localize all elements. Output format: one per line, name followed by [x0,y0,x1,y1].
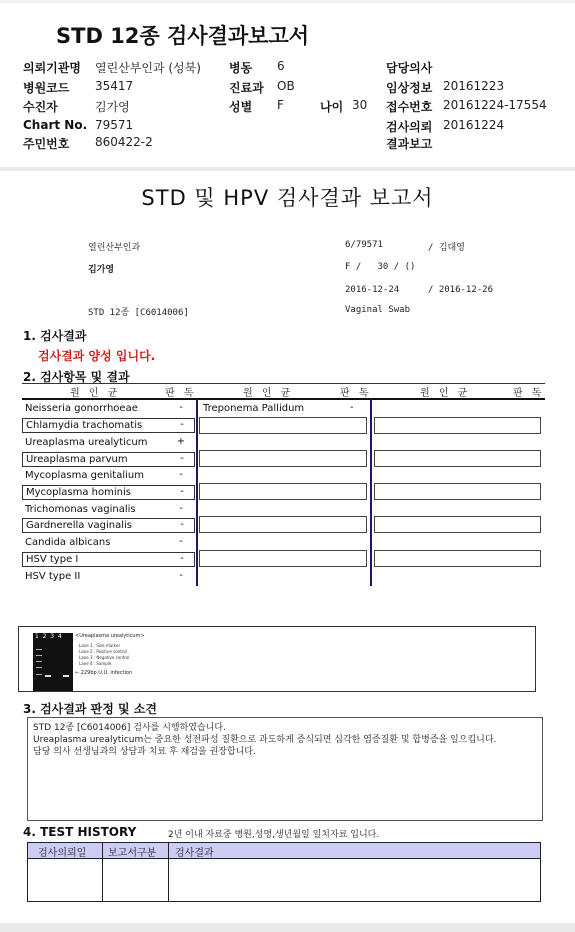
comment-line: STD 12종 [C6014006] 검사를 시행하였습니다. [33,723,226,733]
empty-row-box [199,483,367,500]
empty-row-box [374,450,541,467]
col-result: 판 독 [165,388,197,399]
field-value: 6 [277,59,285,73]
field-label: 병동 [229,61,253,75]
gel-ladder-band [36,667,42,668]
history-table [27,842,541,902]
gel-legend-line: Lane 2 : Positive control [79,649,127,654]
gel-organism: <Ureaplasma urealyticum> [75,633,145,639]
empty-row-box [199,550,367,567]
field-label: 수진자 [23,100,58,114]
field-value: 860422-2 [95,135,153,149]
field-value: 20161223 [443,79,505,93]
field-value: 79571 [95,118,134,132]
field-value: 20161224-17554 [443,98,547,112]
pathogen-result: - [180,453,184,464]
pathogen-name: Mycoplasma hominis [26,487,131,498]
history-col-type: 보고서구분 [108,848,157,859]
field-label: 주민번호 [23,137,70,151]
field-label: 병원코드 [23,81,70,95]
col-result: 판 독 [340,388,372,399]
pathogen-result: - [350,402,354,413]
col-result: 판 독 [513,388,545,399]
field-label: 성별 [229,100,253,114]
overall-result: 검사결과 양성 입니다. [38,349,156,363]
history-table-header [28,843,540,859]
pathogen-result: - [180,419,184,430]
pathogen-result: - [180,486,184,497]
field-label: 검사의뢰 [386,120,433,134]
column-divider [196,399,198,586]
pathogen-name: Gardnerella vaginalis [26,520,132,531]
field-label: 나이 [320,100,344,114]
field-value: 35417 [95,79,134,93]
page-title: STD 12종 검사결과보고서 [56,24,310,48]
table-row [22,518,195,533]
field-label: 의뢰기관명 [23,61,81,75]
history-col-result: 검사결과 [175,848,214,859]
pathogen-result: - [179,402,183,413]
field-label: 담당의사 [386,61,433,75]
table-row [22,552,195,567]
pathogen-name: Candida albicans [25,537,111,548]
pathogen-result: - [179,503,183,514]
table-row [22,452,195,467]
table-row [22,402,195,417]
field-label: 임상정보 [386,81,433,95]
pathogen-name: Neisseria gonorrhoeae [25,403,138,414]
table-row [22,536,195,551]
pathogen-name: Chlamydia trachomatis [26,420,143,431]
chart-number: 6/79571 [345,240,383,250]
history-divider [168,843,169,901]
receive-date: 2016-12-24 [345,285,400,295]
gel-image-panel [18,626,536,692]
gel-ladder-band [36,674,42,675]
table-row [22,469,195,484]
gel-positive-band [45,675,51,677]
pathogen-result: + [176,436,186,447]
history-note: 2년 이내 자료중 병원,성명,생년월일 일치자료 입니다. [168,830,380,840]
field-value: 30 [352,98,368,112]
pathogen-name: HSV type I [26,554,79,565]
table-row [22,503,195,518]
gel-electrophoresis-image [33,633,73,691]
table-row [22,485,195,500]
field-label: 결과보고 [386,137,433,151]
pathogen-result: - [180,519,184,530]
pathogen-result: - [179,570,183,581]
patient-name: 김가영 [88,265,115,275]
empty-row-box [199,516,367,533]
empty-row-box [374,483,541,500]
pathogen-name: Ureaplasma parvum [26,454,128,465]
pathogen-name: Ureaplasma urealyticum [25,437,148,448]
col-pathogen: 원 인 균 [243,388,294,399]
clinic-name: 열린산부인과 [88,243,141,253]
specimen: Vaginal Swab [345,305,411,315]
pathogen-result: - [179,536,183,547]
doctor-name: / 김대영 [428,243,465,253]
gel-legend-line: Lane 1 : Size marker [79,643,121,648]
col-pathogen: 원 인 균 [70,388,121,399]
field-label: Chart No. [23,118,88,132]
table-row [22,570,195,585]
gel-sample-band [63,675,69,677]
field-value: 20161224 [443,118,505,132]
comment-line: Ureaplasma urealyticum는 중요한 성전파성 질환으로 과도하게 증식되면 심각한 염증질환 및 합병증을 일으킵니다. [33,735,497,745]
field-value: 김가영 [95,100,130,114]
pathogen-name: HSV type II [25,571,81,582]
col-pathogen: 원 인 균 [420,388,471,399]
pathogen-result: - [180,553,184,564]
pathogen-name: Treponema Pallidum [203,403,305,414]
report-title: STD 및 HPV 검사결과 보고서 [141,186,434,210]
section4-title: 4. TEST HISTORY [23,825,137,839]
section1-title: 1. 검사결과 [23,329,87,343]
gel-ladder-band [36,661,42,662]
comment-box [27,717,543,821]
field-value: 열린산부인과 (성북) [95,61,201,75]
field-label: 접수번호 [386,100,433,114]
report-date: / 2016-12-26 [428,285,494,295]
column-divider [370,399,372,586]
pathogen-name: Trichomonas vaginalis [25,504,136,515]
gel-legend-line: Lane 4 : Sample [79,661,112,666]
comment-line: 담당 의사 선생님과의 상담과 치료 후 재검을 권장합니다. [33,747,256,757]
test-code: STD 12종 [C6014006] [88,308,189,318]
gel-band-label: ← 229bp U.U. infection [75,670,133,676]
sex-age: F / 30 / () [345,262,416,272]
history-col-date: 검사의뢰일 [38,848,87,859]
history-divider [102,843,103,901]
pathogen-result: - [179,469,183,480]
gel-legend-line: Lane 3 : Negative control [79,655,130,660]
empty-row-box [374,417,541,434]
field-value: OB [277,79,295,93]
empty-row-box [199,417,367,434]
section2-title: 2. 검사항목 및 결과 [23,370,130,384]
empty-row-box [374,550,541,567]
gel-lane-numbers: 1 2 3 4 [35,633,62,640]
table-row [22,418,195,433]
gel-ladder-band [36,649,42,650]
table-row-positive [22,436,195,451]
pathogen-name: Mycoplasma genitalium [25,470,144,481]
gel-ladder-band [36,655,42,656]
field-label: 진료과 [229,81,264,95]
section3-title: 3. 검사결과 판정 및 소견 [23,702,157,716]
empty-row-box [199,450,367,467]
empty-row-box [374,516,541,533]
field-value: F [277,98,284,112]
